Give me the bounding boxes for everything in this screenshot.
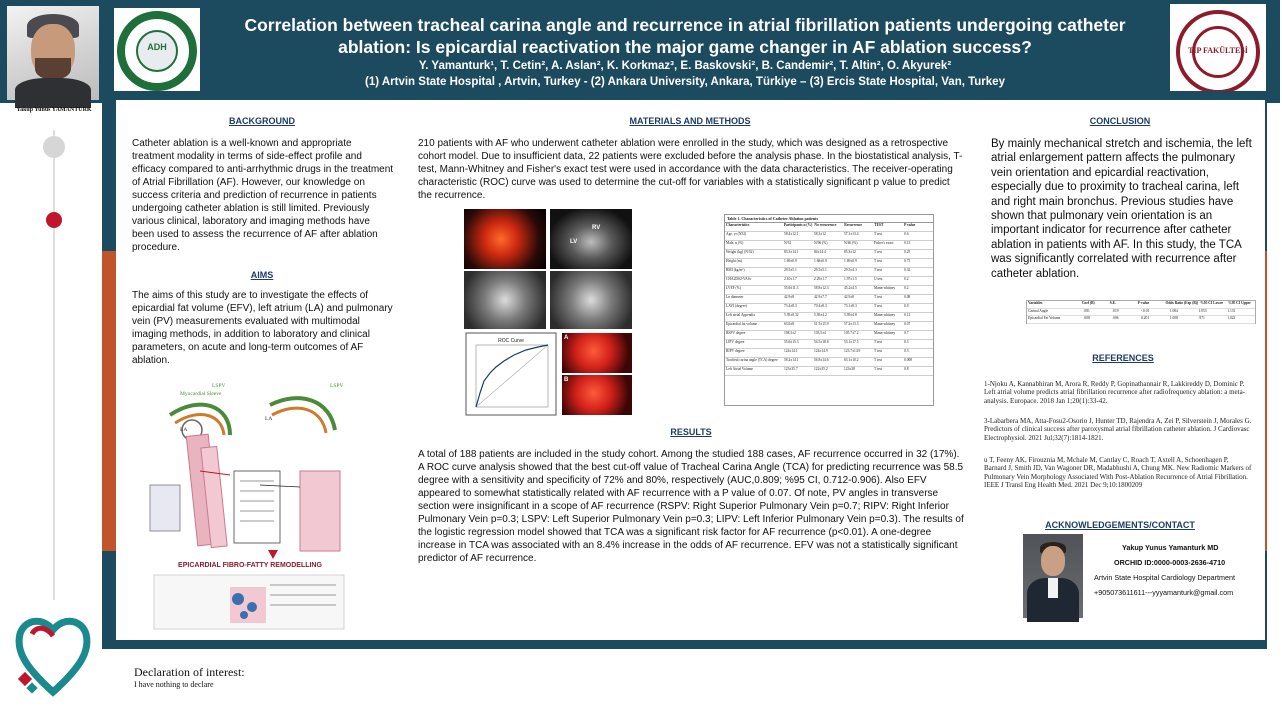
table1-cell: 124±14.1 [784, 349, 798, 353]
table1-cell: LAVI (degree) [726, 304, 747, 308]
table1-cell: 123±35.7 [784, 367, 798, 371]
logit-cell: 0.201 [1141, 316, 1150, 321]
contact-heading: ACKNOWLEDGEMENTS/CONTACT [1045, 520, 1195, 530]
table1-row [725, 304, 933, 313]
presenter-name: Yakup Yunus YAMANTURK [16, 107, 92, 113]
logit-cell: .971 [1198, 316, 1205, 321]
table1-row [725, 277, 933, 286]
aims-heading: AIMS [250, 270, 274, 280]
table1-cell: 58.2±14.1 [784, 358, 799, 362]
image-label-a: A [564, 335, 569, 341]
table1-cell: RIPV degree [726, 349, 745, 353]
table1-row [725, 358, 933, 367]
table1-cell: Height (m) [726, 259, 742, 263]
table1-cell: 103.5±4 [814, 331, 826, 335]
table1-cell: T test [874, 268, 883, 272]
table1-cell: 58.8±12.3 [814, 286, 829, 290]
table1-row [725, 268, 933, 277]
table1-cell: Mann-whitney [874, 322, 896, 326]
table1-cell: 83.3±14.1 [784, 250, 799, 254]
table1-cell: 0.32 [904, 268, 911, 272]
table1-cell: Mann-whitney [874, 313, 896, 317]
logit-cell: 1.008 [1169, 316, 1178, 321]
table1-cell: 1.69±0.9 [784, 259, 797, 263]
references-heading: REFERENCES [1092, 353, 1154, 363]
authors-line: Y. Yamanturk¹, T. Cetin², A. Aslan², K. Korkmaz³, E. Baskovski², B. Candemir², T. Altin², O. Akyurek² [418, 60, 952, 72]
table1-cell: 63.6±8 [784, 322, 795, 326]
table1-cell: 2.10±1.7 [784, 277, 797, 281]
table1-cell: 0.13 [904, 241, 911, 245]
table1-cell: 108.3±2 [784, 331, 796, 335]
ct-image-1 [464, 209, 546, 269]
timeline-dot-red [46, 212, 62, 228]
echo-label-lv: LV [570, 239, 578, 245]
reference-1: 1-Njoku A, Kannabhiran M, Arora R, Reddy P, Gopinathannair R, Lakkireddy D, Dominic P. Left atrial volume predicts atrial fibrillation recurrence after radiofrequency ablation: a meta-analysis. Europace. 2018 Jan 1;20(1):33-42. [984, 380, 1246, 405]
table1-cell: CHA2DS2-VASc [726, 277, 752, 281]
logit-cell: S.E. [1109, 301, 1116, 305]
table1-row [725, 250, 933, 259]
affiliations-line: (1) Artvin State Hospital , Artvin, Turkey - (2) Ankara University, Ankara, Türkiye – (3) Ercis State Hospital, Van, Turkey [365, 76, 1005, 88]
table1-cell: RSPV degree [726, 331, 746, 335]
table1-cell: 63.1±10.2 [844, 358, 859, 362]
table1-cell: N/96 (%) [814, 241, 828, 245]
table1-row [725, 367, 933, 376]
logit-cell: Epicardial Fat Volume [1028, 316, 1061, 321]
timeline-dot-grey [43, 136, 65, 158]
table1-row [725, 259, 933, 268]
table1-cell: N/46 (%) [844, 241, 858, 245]
table1-cell: 53.1±17.5 [844, 340, 859, 344]
table1-cell: 55.6±15.3 [784, 340, 799, 344]
logit-cell: .008 [1083, 316, 1090, 321]
table1-cell: Epicardial fat volume [726, 322, 758, 326]
echo-label-rv: RV [592, 225, 601, 231]
table1-cell: 73.1±8.3 [844, 304, 857, 308]
echo-image [550, 209, 632, 269]
table1-cell: U test [874, 277, 883, 281]
logit-cell: 1.022 [1227, 316, 1236, 321]
table1-body [725, 223, 933, 376]
table1-cell: 0.8 [904, 367, 909, 371]
table1-cell: 123±38 [844, 367, 855, 371]
table1-caption: Table 1. Characteristics of Catheter Ablation patients [725, 215, 933, 223]
table1-cell: 1.69±0.9 [844, 259, 857, 263]
logit-row [1027, 316, 1255, 324]
logit-cell: Carinal Angle [1028, 308, 1049, 313]
table1-cell: BMI (kg/m²) [726, 268, 745, 272]
table1-cell: Characteristics [726, 223, 750, 227]
table1-cell: Mann-whitney [874, 286, 896, 290]
table1-cell: 42.9±8 [844, 295, 855, 299]
conclusion-text: By mainly mechanical stretch and ischemia, the left atrial enlargement pattern affects the pulmonary vein orientation and epicardial reactivation, especially due to proximity to tracheal carina, left and right main bronchus. Previous studies have shown that pulmonary vein orientation is an important indicator for recurrence after catheter ablation in patients with AF. In this study, the TCA was significantly correlated with recurrence after catheter ablation. [991, 138, 1252, 280]
table1-row [725, 331, 933, 340]
table1-cell: 0.3 [904, 340, 909, 344]
table1-cell: 1.68±0.9 [814, 259, 827, 263]
table1-cell: T test [874, 250, 883, 254]
aims-text: The aims of this study are to investigate the effects of epicardial fat volume (EFV), left atrium (LA) and pulmonary vein (PV) measurements evaluated with multimodal imaging methods, in addition to laboratory and clinical parameters, on acute and long-term outcomes of AF ablation. [132, 290, 393, 366]
table1-cell: Mann-whitney [874, 331, 896, 335]
declaration-title: Declaration of interest: [134, 665, 245, 679]
table1-cell: 0.7 [904, 331, 909, 335]
table1-cell: Recurrence [844, 223, 862, 227]
table1-row [725, 349, 933, 358]
background-text: Catheter ablation is a well-known and appropriate treatment modality in terms of side-effect profile and efficacy compared to anti-arrhythmic drugs in the treatment of Atrial Fibrillation (AF). However, our knowledge on success criteria and prediction of recurrence in patients undergoing catheter ablation is still limited. Previously various clinical, laboratory and imaging methods have been used to assess the recurrence of AF after ablation procedure. [132, 138, 394, 253]
table1-cell: 29.5±5.1 [814, 268, 827, 272]
table1-row [725, 286, 933, 295]
table1-row [725, 340, 933, 349]
table1-cell: 55.6±11.3 [784, 286, 799, 290]
table1-cell: Fisher's exact [874, 241, 894, 245]
table1-cell: 0.3 [904, 349, 909, 353]
table1-cell: 105.7±7.2 [844, 331, 859, 335]
table1-cell: 0.008 [904, 358, 913, 362]
logo-right-text: TIP FAKÜLTESİ [1188, 46, 1248, 55]
table1-cell: T test [874, 358, 883, 362]
table1-cell: Weight (kg) (N/52) [726, 250, 754, 254]
table1-cell: No recurrence [814, 223, 837, 227]
table1-cell: 73.4±8.3 [784, 304, 797, 308]
table1-cell: 0.2 [904, 277, 909, 281]
diagram-label-lspv-2: LSPV [330, 383, 344, 389]
logit-row [1027, 309, 1255, 317]
table1-cell: 0.73 [904, 259, 911, 263]
table1-cell: LIPV degree [726, 340, 745, 344]
table1-cell: 0.12 [904, 313, 911, 317]
table1-cell: T test [874, 349, 883, 353]
table1-cell: 42.9±8 [784, 295, 795, 299]
contact-name: Yakup Yunus Yamanturk MD [1122, 543, 1219, 552]
pulmonary-vein-diagram [140, 375, 360, 635]
table1-cell: T test [874, 295, 883, 299]
table1-cell: 122±35.2 [814, 367, 828, 371]
table1-row [725, 232, 933, 241]
table1-cell: N/52 [784, 241, 792, 245]
table1-cell: Male, n (%) [726, 241, 744, 245]
table1-row [725, 223, 933, 232]
table1-cell: 0.25 [904, 250, 911, 254]
results-heading: RESULTS [670, 427, 712, 437]
table1-cell: 0.6 [904, 232, 909, 236]
table1-cell: Participants n (%) [783, 223, 813, 227]
logit-cell: .081 [1083, 308, 1090, 313]
table1-cell: 1.97±1.5 [844, 277, 857, 281]
logit-cell: 1.084 [1169, 308, 1178, 313]
logit-cell: .006 [1112, 316, 1119, 321]
logit-cell: 1.053 [1198, 308, 1207, 313]
contact-orchid: ORCHID ID:0000-0003-2636-4710 [1114, 558, 1226, 567]
table1-cell: 29.5±5.1 [784, 268, 797, 272]
logit-cell: %95 CI Lower [1200, 301, 1224, 305]
logit-cell: .019 [1112, 308, 1119, 313]
reference-3: u T, Feeny AK, Firouznia M, Mchale M, Cantlay C, Roach T, Axtell A, Schoenhagen P, Barnard J, Smith JD, Van Wagoner DR, Madabhushi A, Chung MK. New Radiomic Markers of Pulmonary Vein Morphology Associated With Post-Ablation Recurrence of Atrial Fibrillation. IEEE J Transl Eng Health Med. 2021 Dec 9;10:1800209 [984, 456, 1252, 490]
medical-faculty-logo [1170, 4, 1266, 100]
table1-cell: T test [874, 304, 883, 308]
characteristics-table [724, 214, 934, 406]
declaration-text: I have nothing to declare [134, 680, 214, 689]
presenter-photo [7, 6, 99, 100]
table1-cell: T test [874, 259, 883, 263]
diagram-label-la-2: LA [265, 416, 273, 422]
reference-2: 3-Labarbera MA, Atta-Fosu2-Osorio J, Hunter TD, Rajendra A, Zei P, Silverstein J, Morales G. Predictors of clinical success after paroxysmal atrial fibrillation catheter ablation. J Cardiovasc Electrophysiol. 2021 Jul;32(7):1814-1821. [984, 417, 1252, 442]
table1-cell: Age, yr (N52) [726, 232, 747, 236]
table1-cell: Left atrial Appendix [726, 313, 756, 317]
logit-cell: Variables [1028, 301, 1043, 305]
table1-cell: 70.4±8.3 [814, 304, 827, 308]
logit-cell: Coef (B) [1081, 301, 1095, 305]
logit-cell: Odds Ratio (Exp (B)) [1165, 301, 1199, 305]
roc-title: ROC Curve [498, 338, 524, 344]
la-3d-image-b [562, 375, 632, 415]
table1-cell: TEST [874, 223, 884, 227]
table1-cell: 57.1±13.4 [844, 232, 859, 236]
table1-cell: 51.5±15.9 [814, 322, 829, 326]
table1-cell: 54.5±18.8 [814, 340, 829, 344]
conclusion-heading: CONCLUSION [1089, 116, 1151, 126]
roc-curve-chart [466, 333, 556, 415]
table1-row [725, 295, 933, 304]
logit-cell: P-value [1137, 301, 1150, 305]
diagram-caption: EPICARDIAL FIBRO-FATTY REMODELLING [178, 562, 322, 569]
table1-cell: T test [874, 340, 883, 344]
logo-left-text: ADH [147, 42, 167, 52]
diagram-label-lspv-1: LSPV [212, 383, 226, 389]
table1-cell: 29.5±4.3 [844, 268, 857, 272]
table1-cell: 5.95±4.2 [814, 313, 827, 317]
health-ministry-logo [114, 8, 200, 94]
poster-title: Correlation between tracheal carina angle and recurrence in atrial fibrillation patients undergoing catheter ablation: Is epicardial reactivation the major game changer in AF ablation success? [244, 15, 1126, 57]
diagram-label-myocardial: Myocardial Sleeve [180, 391, 222, 397]
contact-photo [1023, 534, 1083, 618]
table1-cell: 56.8±14.6 [814, 358, 829, 362]
table1-cell: 124±14.9 [814, 349, 828, 353]
contact-phone-email: +905073611611---yyyamanturk@gmail.com [1094, 588, 1234, 597]
table1-cell: 0.08 [904, 295, 911, 299]
timeline-line [53, 130, 55, 600]
table1-row [725, 241, 933, 250]
table1-cell: Ln diameter [726, 295, 744, 299]
logit-row [1027, 301, 1255, 309]
table1-row [725, 313, 933, 322]
table1-cell: 2.29±1.7 [814, 277, 827, 281]
table1-row [725, 322, 933, 331]
table1-cell: 58.3±12 [814, 232, 826, 236]
table1-cell: LVEF (%) [726, 286, 741, 290]
methods-heading: MATERIALS AND METHODS [629, 116, 751, 126]
table1-cell: 45.2±4.5 [844, 286, 857, 290]
results-text: A total of 188 patients are included in the study cohort. Among the studied 188 cases, AF recurrence occurred in 32 (17%). A ROC curve analysis showed that the best cut-off value of Tracheal Carina Angle (TCA) for predicting recurrence was 58.5 degree with a sensitivity and specificity of 72% and 80%, respectively (AUC,0.809; %95 CI, 0.712-0.906). Also EFV appeared to somewhat statistically related with AF recurrence with a P value of 0.07. Of note, PV angles in transverse section were insignificant in a scope of AF recurrence (RSPV: Right Superior Pulmonary Vein p=0.7; RIPV: Right Inferior Pulmonary Vein p=0.3; LSPV: Left Superior Pulmonary Vein p=0.3; LIPV: Left Inferior Pulmonary Vein p=0.3). The results of the logistic regression model showed that TCA was a significant risk factor for AF recurrence (p<0.01). A one-degree increase in TCA was associated with an 8.4% increase in the odds of AF recurrence. EFV was not a statistically significant predictor of AF recurrence. [418, 449, 964, 564]
table1-cell: P value [904, 223, 916, 227]
la-3d-image-a [562, 333, 632, 373]
table1-cell: 0.07 [904, 322, 911, 326]
logit-cell: <0.01 [1141, 308, 1150, 313]
table1-cell: 0.2 [904, 286, 909, 290]
ct-angle-image [550, 271, 632, 329]
background-heading: BACKGROUND [229, 116, 295, 126]
table1-cell: 58.4±12.1 [784, 232, 799, 236]
table1-cell: Tracheal carina angle (TCA) degree [726, 358, 778, 362]
diagram-label-la-1: LA [180, 427, 188, 433]
table1-cell: 0.9 [904, 304, 909, 308]
logit-cell: %95 CI Upper [1228, 301, 1251, 305]
contact-hospital: Artvin State Hospital Cardiology Department [1094, 573, 1236, 582]
table1-cell: T test [874, 232, 883, 236]
logit-cell: 1.131 [1227, 308, 1236, 313]
heart-emblem-icon [14, 604, 92, 700]
table1-cell: 5.95±0.32 [784, 313, 799, 317]
table1-cell: T test [874, 367, 883, 371]
logistic-regression-table [1026, 300, 1256, 324]
image-label-b: B [564, 377, 569, 383]
table1-cell: 123.7±14.9 [844, 349, 861, 353]
table1-cell: 85.3±12 [844, 250, 856, 254]
table1-cell: 5.95±4.8 [844, 313, 857, 317]
methods-text: 210 patients with AF who underwent catheter ablation were enrolled in the study, which was designed as a retrospective cohort model. Due to insufficient data, 22 patients were excluded before the analysis phase. In the biostatistical analysis, T-test, Mann-Whitney and Fisher's exact test were used in accordance with the data characteristics. The receiver-operating characteristic (ROC) curve was used to determine the cut-off for variables with a statistically significant p value to predict the recurrence. [418, 138, 963, 201]
table1-cell: Left Atrial Volume [726, 367, 754, 371]
table1-cell: 84±14.4 [814, 250, 826, 254]
table1-cell: 42.9±7.7 [814, 295, 827, 299]
ct-3d-image [464, 271, 546, 329]
table1-cell: 57.2±13.3 [844, 322, 859, 326]
